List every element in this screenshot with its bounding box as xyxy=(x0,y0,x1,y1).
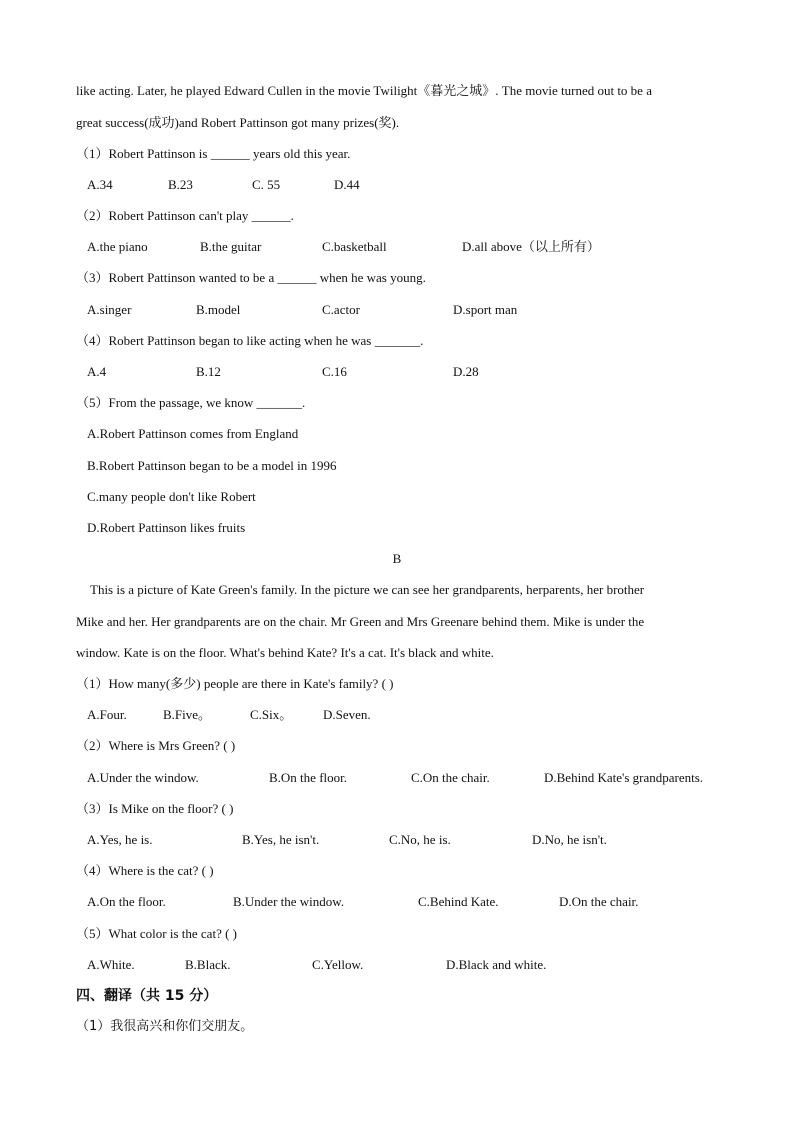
option-d: D.On the chair. xyxy=(559,894,639,909)
question-stem: （3）Is Mike on the floor? ( ) xyxy=(76,801,234,816)
option-b: B.Yes, he isn't. xyxy=(242,832,320,847)
option-a: A.White. xyxy=(87,957,135,972)
option-d: D.No, he isn't. xyxy=(532,832,607,847)
option-b: B.the guitar xyxy=(200,239,262,254)
option-c: C.many people don't like Robert xyxy=(87,489,256,504)
option-b: B.Under the window. xyxy=(233,894,345,909)
option-b: B.23 xyxy=(168,177,193,192)
question-stem: （5）From the passage, we know _______. xyxy=(76,395,306,410)
question-stem: （1）Robert Pattinson is ______ years old this year. xyxy=(76,146,351,161)
translation-item: （1）我很高兴和你们交朋友。 xyxy=(76,1019,254,1034)
option-c: C.16 xyxy=(322,364,347,379)
option-a: A.Four. xyxy=(87,707,127,722)
option-a: A.34 xyxy=(87,177,113,192)
question-stem: （1）How many(多少) people are there in Kate's family? ( ) xyxy=(76,676,394,691)
option-c: C.basketball xyxy=(322,239,387,254)
question-stem: （2）Robert Pattinson can't play ______. xyxy=(76,208,294,223)
option-b: B.12 xyxy=(196,364,221,379)
option-a: A.the piano xyxy=(87,239,148,254)
question-stem: （3）Robert Pattinson wanted to be a ______ when he was young. xyxy=(76,270,426,285)
option-c: C. 55 xyxy=(252,177,281,192)
question-stem: （5）What color is the cat? ( ) xyxy=(76,926,237,941)
option-d: D.Seven. xyxy=(323,707,371,722)
passage-b-line-1: This is a picture of Kate Green's family. In the picture we can see her grandparents, herparents, her brother xyxy=(90,582,645,597)
option-a: A.Under the window. xyxy=(87,770,199,785)
option-c: C.actor xyxy=(322,302,360,317)
option-d: D.Robert Pattinson likes fruits xyxy=(87,520,246,535)
option-a: A.Robert Pattinson comes from England xyxy=(87,426,299,441)
option-a: A.On the floor. xyxy=(87,894,166,909)
option-d: D.all above（以上所有） xyxy=(462,239,600,254)
question-stem: （2）Where is Mrs Green? ( ) xyxy=(76,738,236,753)
option-a: A.Yes, he is. xyxy=(87,832,153,847)
option-b: B.Five。 xyxy=(163,707,212,722)
option-d: D.sport man xyxy=(453,302,518,317)
option-a: A.singer xyxy=(87,302,132,317)
option-c: C.Six。 xyxy=(250,707,293,722)
option-c: C.No, he is. xyxy=(389,832,451,847)
question-stem: （4）Where is the cat? ( ) xyxy=(76,863,214,878)
option-b: B.On the floor. xyxy=(269,770,347,785)
option-a: A.4 xyxy=(87,364,107,379)
option-b: B.model xyxy=(196,302,241,317)
option-d: D.Behind Kate's grandparents. xyxy=(544,770,704,785)
option-b: B.Black. xyxy=(185,957,231,972)
passage-b-line-2: Mike and her. Her grandparents are on the chair. Mr Green and Mrs Greenare behind them. Mike is under the xyxy=(76,614,645,629)
question-stem: （4）Robert Pattinson began to like acting when he was _______. xyxy=(76,333,424,348)
option-c: C.Yellow. xyxy=(312,957,364,972)
passage-a-line-1: like acting. Later, he played Edward Cullen in the movie Twilight《暮光之城》. The movie turned out to be a xyxy=(76,83,652,98)
section-four-heading: 四、翻译（共 15 分） xyxy=(76,988,218,1004)
option-d: D.28 xyxy=(453,364,479,379)
option-b: B.Robert Pattinson began to be a model in 1996 xyxy=(87,458,337,473)
section-b-label: B xyxy=(392,551,402,566)
option-d: D.Black and white. xyxy=(446,957,547,972)
option-c: C.Behind Kate. xyxy=(418,894,499,909)
option-d: D.44 xyxy=(334,177,360,192)
option-c: C.On the chair. xyxy=(411,770,490,785)
passage-b-line-3: window. Kate is on the floor. What's behind Kate? It's a cat. It's black and white. xyxy=(76,645,494,660)
passage-a-line-2: great success(成功)and Robert Pattinson got many prizes(奖). xyxy=(76,115,400,130)
